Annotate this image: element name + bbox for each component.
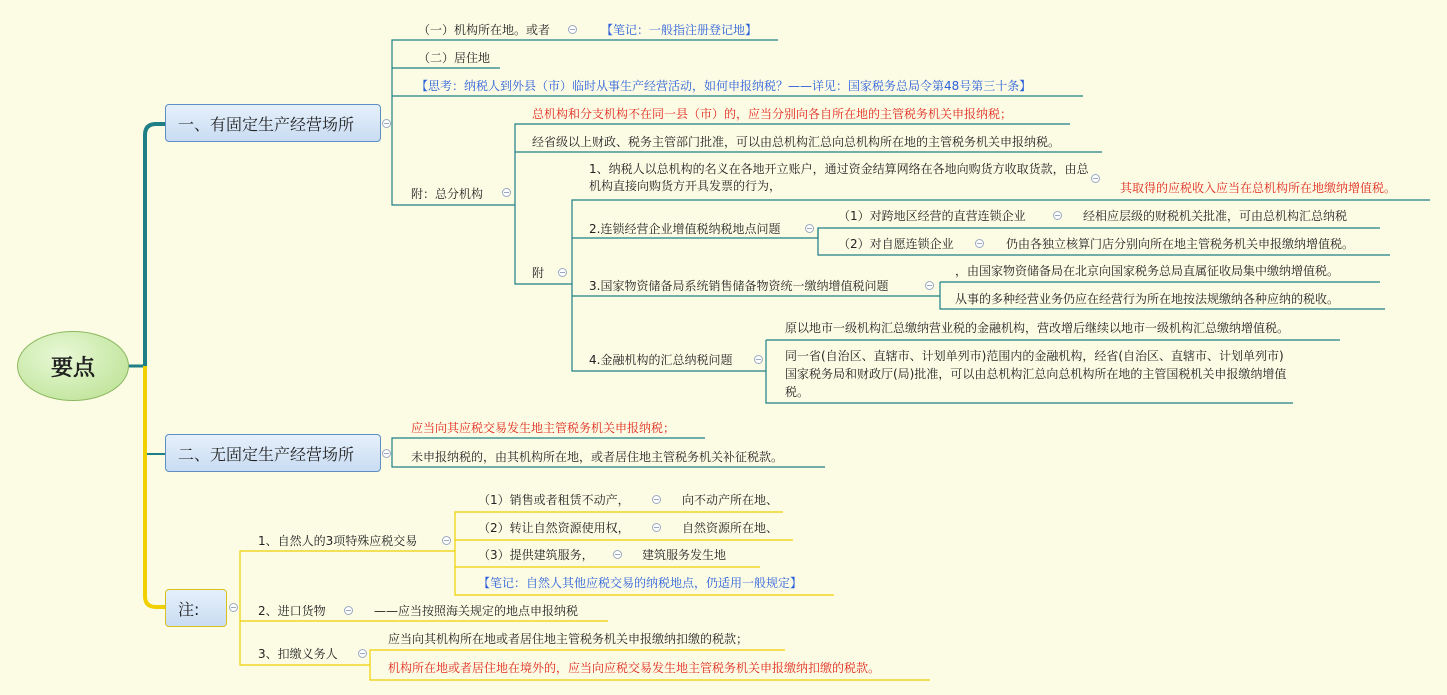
- item1-node[interactable]: （一）机构所在地。或者: [418, 23, 551, 37]
- p2-a-node[interactable]: （1）对跨地区经营的直营连锁企业: [838, 209, 1026, 223]
- collapse-icon[interactable]: [558, 268, 567, 277]
- collapse-icon[interactable]: [382, 449, 391, 458]
- s2-line2: 未申报纳税的，由其机构所在地，或者居住地主管税务机关补征税款。: [411, 450, 784, 464]
- branch-node[interactable]: 附：总分机构: [411, 187, 484, 201]
- p3-b: 从事的多种经营业务仍应在经营行为所在地按法规缴纳各种应纳的税收。: [955, 292, 1340, 306]
- n3-a: 应当向其机构所在地或者居住地主管税务机关申报缴纳扣缴的税款；: [388, 632, 749, 646]
- n2-result: ——应当按照海关规定的地点申报纳税: [374, 604, 579, 618]
- approved-node[interactable]: 经省级以上财政、税务主管部门批准，可以由总机构汇总向总机构所在地的主管税务机关申报纳税。: [532, 135, 1061, 149]
- n3-node[interactable]: 3、扣缴义务人: [258, 647, 338, 661]
- collapse-icon[interactable]: [344, 606, 353, 615]
- section1-node[interactable]: 一、有固定生产经营场所: [165, 104, 381, 142]
- n1-node[interactable]: 1、自然人的3项特殊应税交易: [258, 534, 418, 548]
- n3-b: 机构所在地或者居住地在境外的，应当向应税交易发生地主管税务机关申报缴纳扣缴的税款。: [388, 661, 881, 675]
- collapse-icon[interactable]: [1091, 174, 1100, 183]
- n1-note: 【笔记：自然人其他应税交易的纳税地点，仍适用一般规定】: [478, 576, 803, 590]
- collapse-icon[interactable]: [358, 649, 367, 658]
- collapse-icon[interactable]: [502, 188, 511, 197]
- collapse-icon[interactable]: [754, 355, 763, 364]
- collapse-icon[interactable]: [382, 119, 391, 128]
- n1-c[interactable]: （3）提供建筑服务，: [478, 548, 594, 562]
- p4-node[interactable]: 4.金融机构的汇总纳税问题: [589, 353, 733, 367]
- collapse-icon[interactable]: [613, 550, 622, 559]
- section3-node[interactable]: 注:: [165, 589, 227, 627]
- root-node[interactable]: 要点: [17, 331, 129, 401]
- n2-node[interactable]: 2、进口货物: [258, 604, 326, 618]
- collapse-icon[interactable]: [1053, 211, 1062, 220]
- think-note: 【思考：纳税人到外县（市）临时从事生产经营活动，如何申报纳税？——详见：国家税务总局令第48号第三十条】: [416, 79, 1032, 93]
- s2-red: 应当向其应税交易发生地主管税务机关申报纳税；: [411, 421, 676, 435]
- p2-node[interactable]: 2.连锁经营企业增值税纳税地点问题: [589, 222, 781, 236]
- n1-b-result: 自然资源所在地、: [682, 521, 779, 535]
- collapse-icon[interactable]: [652, 495, 661, 504]
- collapse-icon[interactable]: [925, 281, 934, 290]
- n1-c-result: 建筑服务发生地: [642, 548, 727, 562]
- collapse-icon[interactable]: [568, 25, 577, 34]
- section2-node[interactable]: 二、无固定生产经营场所: [165, 434, 381, 472]
- p1-node[interactable]: 1、纳税人以总机构的名义在各地开立账户，通过资金结算网络在各地向购货方收取货款，由总机构直接向购货方开具发票的行为，: [589, 162, 1089, 193]
- item1-note: 【笔记：一般指注册登记地】: [601, 23, 758, 37]
- n1-a[interactable]: （1）销售或者租赁不动产，: [478, 493, 630, 507]
- collapse-icon[interactable]: [229, 603, 238, 612]
- p1-result: 其取得的应税收入应当在总机构所在地缴纳增值税。: [1120, 181, 1397, 195]
- p2-a-result: 经相应层级的财税机关批准，可由总机构汇总纳税: [1083, 209, 1348, 223]
- p4-a: 原以地市一级机构汇总缴纳营业税的金融机构，营改增后继续以地市一级机构汇总缴纳增值税。: [785, 321, 1290, 335]
- collapse-icon[interactable]: [442, 536, 451, 545]
- collapse-icon[interactable]: [805, 224, 814, 233]
- p3-node[interactable]: 3.国家物资储备局系统销售储备物资统一缴纳增值税问题: [589, 279, 889, 293]
- collapse-icon[interactable]: [652, 523, 661, 532]
- p4-b: 同一省(自治区、直辖市、计划单列市)范围内的金融机构，经省(自治区、直辖市、计划单列市) 国家税务局和财政厅(局)批准，可以由总机构汇总向总机构所在地的主管国税机关申报缴纳增值税。: [785, 349, 1287, 399]
- fu-node[interactable]: 附: [532, 266, 545, 280]
- collapse-icon[interactable]: [975, 239, 984, 248]
- p3-a: ，由国家物资储备局在北京向国家税务总局直属征收局集中缴纳增值税。: [955, 264, 1340, 278]
- p2-b-result: 仍由各独立核算门店分别向所在地主管税务机关申报缴纳增值税。: [1006, 237, 1355, 251]
- n1-a-result: 向不动产所在地、: [682, 493, 779, 507]
- n1-b[interactable]: （2）转让自然资源使用权，: [478, 521, 630, 535]
- red-note: 总机构和分支机构不在同一县（市）的，应当分别向各自所在地的主管税务机关申报纳税；: [532, 107, 1013, 121]
- p2-b-node[interactable]: （2）对自愿连锁企业: [838, 237, 954, 251]
- item2-node[interactable]: （二）居住地: [418, 51, 491, 65]
